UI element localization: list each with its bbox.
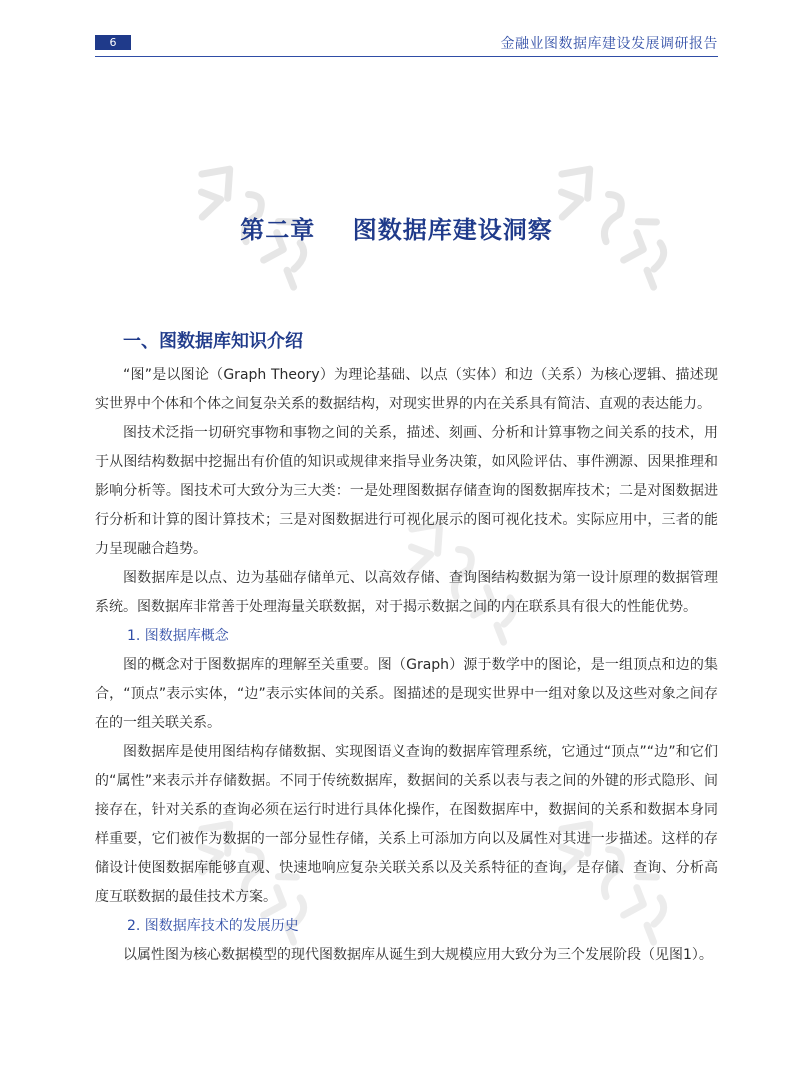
main-content xyxy=(95,327,718,970)
page-number-badge: 6 xyxy=(95,35,131,50)
body-paragraph: 以属性图为核心数据模型的现代图数据库从诞生到大规模应用大致分为三个发展阶段（见图1）。 xyxy=(123,947,713,963)
body-paragraph: “图”是以图论（Graph Theory）为理论基础、以点（实体）和边（关系）为核心逻辑、描述现实世界中个体和个体之间复杂关系的数据结构，对现实世界的内在关系具有简洁、直观的表达能力。 xyxy=(95,367,718,412)
body-paragraph: 图数据库是使用图结构存储数据、实现图语义查询的数据库管理系统，它通过“顶点”“边”和它们的“属性”来表示并存储数据。不同于传统数据库，数据间的关系以表与表之间的外键的形式隐形、间接存在，针对关系的查询必须在运行时进行具体化操作，在图数据库中，数据间的关系和数据本身同样重要，它们被作为数据的一部分显性存储，关系上可添加方向以及属性对其进一步描述。这样的存储设计使图数据库能够直观、快速地响应复杂关联关系以及关系特征的查询，是存储、查询、分析高度互联数据的最佳技术方案。 xyxy=(95,744,718,905)
subsection-heading: 2. 图数据库技术的发展历史 xyxy=(127,918,299,934)
report-title: 金融业图数据库建设发展调研报告 xyxy=(500,36,718,52)
body-paragraph: 图数据库是以点、边为基础存储单元、以高效存储、查询图结构数据为第一设计原理的数据管理系统。图数据库非常善于处理海量关联数据，对于揭示数据之间的内在联系具有很大的性能优势。 xyxy=(95,570,718,615)
body-paragraph: 图技术泛指一切研究事物和事物之间的关系，描述、刻画、分析和计算事物之间关系的技术，用于从图结构数据中挖掘出有价值的知识或规律来指导业务决策，如风险评估、事件溯源、因果推理和影响分析等。图技术可大致分为三大类：一是处理图数据存储查询的图数据库技术；二是对图数据进行分析和计算的图计算技术；三是对图数据进行可视化展示的图可视化技术。实际应用中，三者的能力呈现融合趋势。 xyxy=(95,425,718,557)
page-header xyxy=(95,32,718,54)
subsection-heading: 1. 图数据库概念 xyxy=(127,628,229,644)
header-divider xyxy=(95,56,718,57)
body-paragraph: 图的概念对于图数据库的理解至关重要。图（Graph）源于数学中的图论，是一组顶点和边的集合，“顶点”表示实体，“边”表示实体间的关系。图描述的是现实世界中一组对象以及这些对象之间存在的一组关联关系。 xyxy=(95,657,718,731)
section-heading: 一、图数据库知识介绍 xyxy=(123,331,303,352)
chapter-title: 第二章 图数据库建设洞察 xyxy=(240,216,553,244)
